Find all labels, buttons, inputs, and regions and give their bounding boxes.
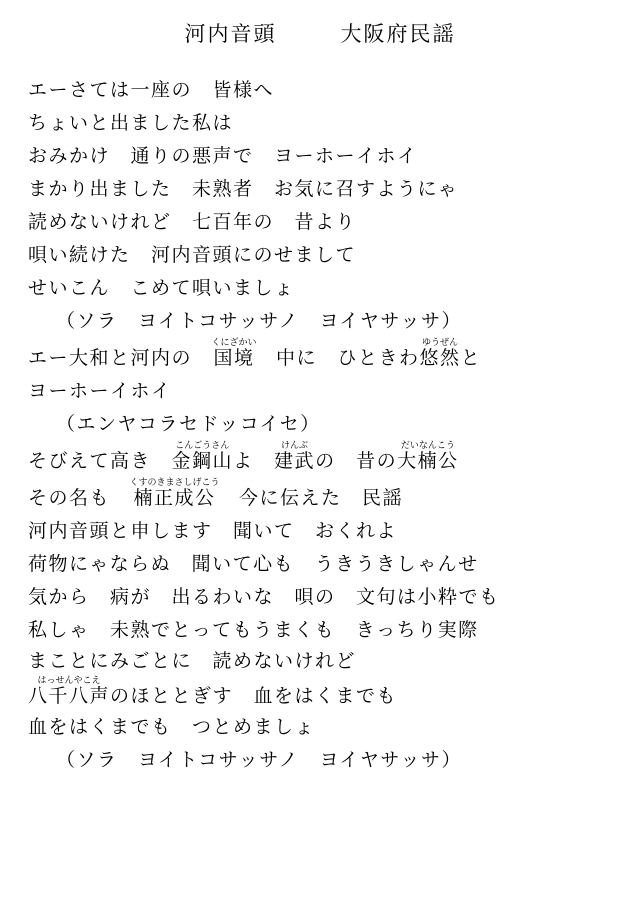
lyric-line-ruby: そびえて高き 金鋼山こんごうさんよ 建武けんぶの 昔の大楠公だいなんこう	[28, 441, 459, 472]
document-title	[0, 0, 640, 48]
ruby-dainankou: 大楠公だいなんこう	[397, 441, 459, 472]
ruby-hassenyakoe: 八千八声はっせんやこえ	[28, 676, 111, 707]
lyric-line: ちょいと出ました私は	[28, 112, 234, 134]
lyric-line: 読めないけれど 七百年の 昔より	[28, 211, 357, 233]
lyric-line: 血をはくまでも つとめましょ	[28, 716, 316, 738]
lyric-line: 気から 病が 出るわいな 唄の 文句は小粋でも	[28, 586, 500, 608]
lyric-line: せいこん こめて唄いましょ	[28, 277, 295, 299]
lyric-line: ヨーホーイホイ	[28, 380, 172, 402]
ruby-kongousan: 金鋼山こんごうさん	[171, 441, 234, 472]
lyric-line: エーさては一座の 皆様へ	[28, 79, 275, 101]
lyric-line: 私しゃ 未熟でとってもうまくも きっちり実際	[28, 619, 479, 641]
lyric-line-ruby: 八千八声はっせんやこえのほととぎす 血をはくまでも	[28, 676, 398, 707]
lyric-line-refrain: （ソラ ヨイトコサッサノ ヨイヤサッサ）	[56, 749, 463, 771]
lyric-line-refrain: （ソラ ヨイトコサッサノ ヨイヤサッサ）	[56, 310, 463, 332]
ruby-kenbu: 建武けんぶ	[274, 441, 316, 472]
ruby-kusunokimasashigekou: 楠正成公くすのきまさしげこう	[129, 478, 220, 509]
lyric-line: おみかけ 通りの悪声で ヨーホーイホイ	[28, 145, 418, 167]
title-main: 河内音頭	[184, 22, 277, 46]
lyric-line: まことにみごとに 読めないけれど	[28, 650, 357, 672]
ruby-yuzen: 悠然ゆうぜん	[419, 338, 461, 369]
lyric-line-refrain: （エンヤコラセドッコイセ）	[56, 413, 321, 435]
lyric-line: 荷物にゃならぬ 聞いて心も うきうきしゃんせ	[28, 553, 479, 575]
ruby-kunizakai: 国境くにざかい	[211, 338, 257, 369]
title-subtitle: 大阪府民謡	[340, 22, 456, 46]
lyric-line: 河内音頭と申します 聞いて おくれよ	[28, 520, 398, 542]
lyric-line: まかり出ました 未熟者 お気に召すようにゃ	[28, 178, 459, 200]
lyric-line-ruby: その名も 楠正成公くすのきまさしげこう 今に伝えた 民謡	[28, 478, 404, 509]
lyric-line-ruby: エー大和と河内の 国境くにざかい 中に ひときわ悠然ゆうぜんと	[28, 338, 482, 369]
lyrics-body	[0, 74, 640, 777]
lyric-line: 唄い続けた 河内音頭にのせまして	[28, 244, 357, 266]
